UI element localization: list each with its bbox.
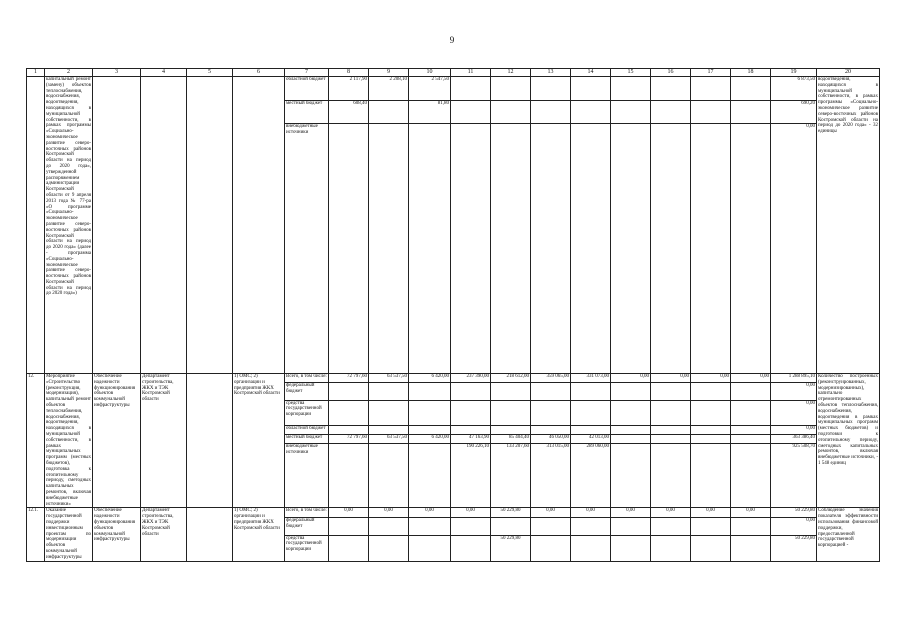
value-cell: 0,00 (651, 374, 691, 383)
goal-description: Обеспечение надежности функционирования объектов коммунальной инфраструктуры (93, 374, 141, 508)
value-cell: 0,00 (731, 374, 771, 383)
participants: 1) ОМС; 2) организации и предприятия ЖКХ Костромской области (233, 508, 285, 561)
col-num: 16 (651, 69, 691, 77)
table-row (27, 508, 880, 518)
total-cell: 1 288 895,10 (771, 374, 817, 383)
col-num: 5 (187, 69, 233, 77)
funding-source: местный бюджет (285, 100, 329, 124)
total-cell: 50 229,80 (771, 535, 817, 561)
col-num: 6 (233, 69, 285, 77)
row-number-cell: 12. (27, 374, 45, 508)
col-num: 18 (731, 69, 771, 77)
funding-source: федеральный бюджет (285, 383, 329, 400)
col-num: 4 (141, 69, 187, 77)
total-cell: 50 229,80 (771, 508, 817, 518)
total-cell: 925 508,70 (771, 444, 817, 508)
total-cell: 0,00 (771, 425, 817, 434)
funding-source: областной бюджет (285, 77, 329, 101)
goal-description: Обеспечение надежности функционирования объектов коммунальной инфраструктуры (93, 508, 141, 561)
col-num: 7 (285, 69, 329, 77)
col-num: 8 (329, 69, 369, 77)
value-cell (369, 100, 409, 124)
value-cell: 46 050,00 (531, 435, 571, 444)
value-cell: 2 547,50 (409, 77, 451, 101)
funding-source: местный бюджет (285, 435, 329, 444)
total-cell: 0,00 (771, 517, 817, 535)
value-cell: 47 163,90 (451, 435, 491, 444)
value-cell: 0,00 (531, 508, 571, 518)
value-cell: 331 073,00 (571, 374, 611, 383)
value-cell: 63 537,50 (369, 374, 409, 383)
indicator-description: водоотведения, находящихся в муниципальной собственности, в рамках программы «Социально-экономическое развитие северо-восточных районов Костромской области на период до 2020 года» - 32 единицы (817, 77, 880, 374)
col-num: 20 (817, 69, 880, 77)
total-cell: 0,00 (771, 124, 817, 374)
value-cell: 237 390,00 (451, 374, 491, 383)
value-cell: 289 060,00 (571, 444, 611, 508)
measure-description: капитальный ремонт (замену) объектов теплоснабжения, водоснабжения, водоотведения, находящихся в муниципальной собственности, в рамках программы «Социально-экономическое развитие северо-восточных районов Костромской области на период до 2020 года», утвержденной распоряжением администрации Костромской области от 9 апреля 2013 года № 77-ра «О программе «Социально-экономическое развитие северо-восточных районов Костромской области на период до 2020 года» (далее - программа «Социально-экономическое развитие северо-восточных районов Костромской области на период до 2020 года») (45, 77, 93, 374)
col-num: 11 (451, 69, 491, 77)
value-cell: 0,00 (369, 508, 409, 518)
value-cell: 0,00 (691, 374, 731, 383)
value-cell: 0,00 (611, 374, 651, 383)
value-cell: 6 420,00 (409, 435, 451, 444)
value-cell: 218 612,00 (491, 374, 531, 383)
measure-description: Оказание государственной поддержки инвестиционным проектам по модернизации объектов коммунальной инфраструктуры (46, 508, 91, 560)
col-num: 13 (531, 69, 571, 77)
value-cell: 42 013,00 (571, 435, 611, 444)
funding-source: областной бюджет (285, 425, 329, 434)
col-num: 14 (571, 69, 611, 77)
value-cell: 608,40 (329, 100, 369, 124)
value-cell: 50 229,80 (491, 535, 531, 561)
table-row (27, 77, 880, 101)
col-num: 9 (369, 69, 409, 77)
total-cell: 0,00 (771, 400, 817, 425)
value-cell: 0,00 (451, 508, 491, 518)
col-num: 1 (27, 69, 45, 77)
participants: 1) ОМС; 2) организации и предприятия ЖКХ Костромской области (233, 374, 285, 508)
value-cell: 72 797,60 (329, 435, 369, 444)
total-cell: 363 386,40 (771, 435, 817, 444)
value-cell: 133 207,60 (491, 444, 531, 508)
page-number: 9 (449, 35, 455, 45)
value-cell: 6 420,00 (409, 374, 451, 383)
responsible-executor: Департамент строительства, ЖКХ и ТЭК Костромской области (141, 508, 187, 561)
col-num: 2 (45, 69, 93, 77)
funding-source: Всего, в том числе: (285, 374, 329, 383)
col-num: 15 (611, 69, 651, 77)
table-row (27, 374, 880, 383)
value-cell: 63 537,50 (369, 435, 409, 444)
col-num: 10 (409, 69, 451, 77)
measure-description: Мероприятие «Строительство (реконструкция, модернизация), капитальный ремонт объектов теплоснабжения, водоснабжения, водоотведения, находящихся в муниципальной собственности, в рамках муниципальных программ (местных бюджетов), подготовка к отопительному периоду, сметодных капитальных ремонтов, включая внебюджетные источники» (46, 374, 91, 507)
col-num: 19 (771, 69, 817, 77)
value-cell: 0,00 (731, 508, 771, 518)
total-cell: 690,20 (771, 100, 817, 124)
funding-source: Всего, в том числе: (285, 508, 329, 518)
value-cell: 0,00 (611, 508, 651, 518)
value-cell: 0,00 (651, 508, 691, 518)
value-cell: 0,00 (571, 508, 611, 518)
value-cell: 190 226,10 (451, 444, 491, 508)
value-cell: 2 208,10 (369, 77, 409, 101)
column-number-row (27, 69, 880, 77)
col-num: 17 (691, 69, 731, 77)
program-table (26, 68, 880, 562)
funding-source: внебюджетные источники (285, 444, 329, 508)
indicator-description: Соблюдение значения показателя эффективности использования финансовой поддержки, предоставленной государственной корпорацией - (817, 508, 880, 561)
funding-source: федеральный бюджет (285, 517, 329, 535)
row-number-cell: 12.1. (27, 508, 45, 561)
funding-source: средства государственной корпорации (285, 400, 329, 425)
value-cell: 81,80 (409, 100, 451, 124)
total-cell: 6 873,50 (771, 77, 817, 101)
value-cell: 72 797,60 (329, 374, 369, 383)
value-cell: 50 229,80 (491, 508, 531, 518)
value-cell: 0,00 (409, 508, 451, 518)
indicator-description: Количество построенных (реконструированных, модернизированных), капитально отремонтированных объектов теплоснабжения, водоснабжения, водоотведения в рамках муниципальных программ (местных бюджетов) и подготовки к отопительному периоду, сметодных капитальных ремонтов, включая внебюджетные источники, - 1 548 единиц (817, 374, 880, 508)
funding-source: внебюджетные источники (285, 124, 329, 374)
value-cell: 85 404,40 (491, 435, 531, 444)
funding-source: средства государственной корпорации (285, 535, 329, 561)
value-cell: 0,00 (691, 508, 731, 518)
responsible-executor: Департамент строительства, ЖКХ и ТЭК Костромской области (141, 374, 187, 508)
value-cell: 0,00 (329, 508, 369, 518)
col-num: 3 (93, 69, 141, 77)
value-cell: 313 015,00 (531, 444, 571, 508)
row-number-cell (27, 77, 45, 374)
value-cell: 2 117,90 (329, 77, 369, 101)
value-cell: 359 065,00 (531, 374, 571, 383)
total-cell: 0,00 (771, 383, 817, 400)
col-num: 12 (491, 69, 531, 77)
